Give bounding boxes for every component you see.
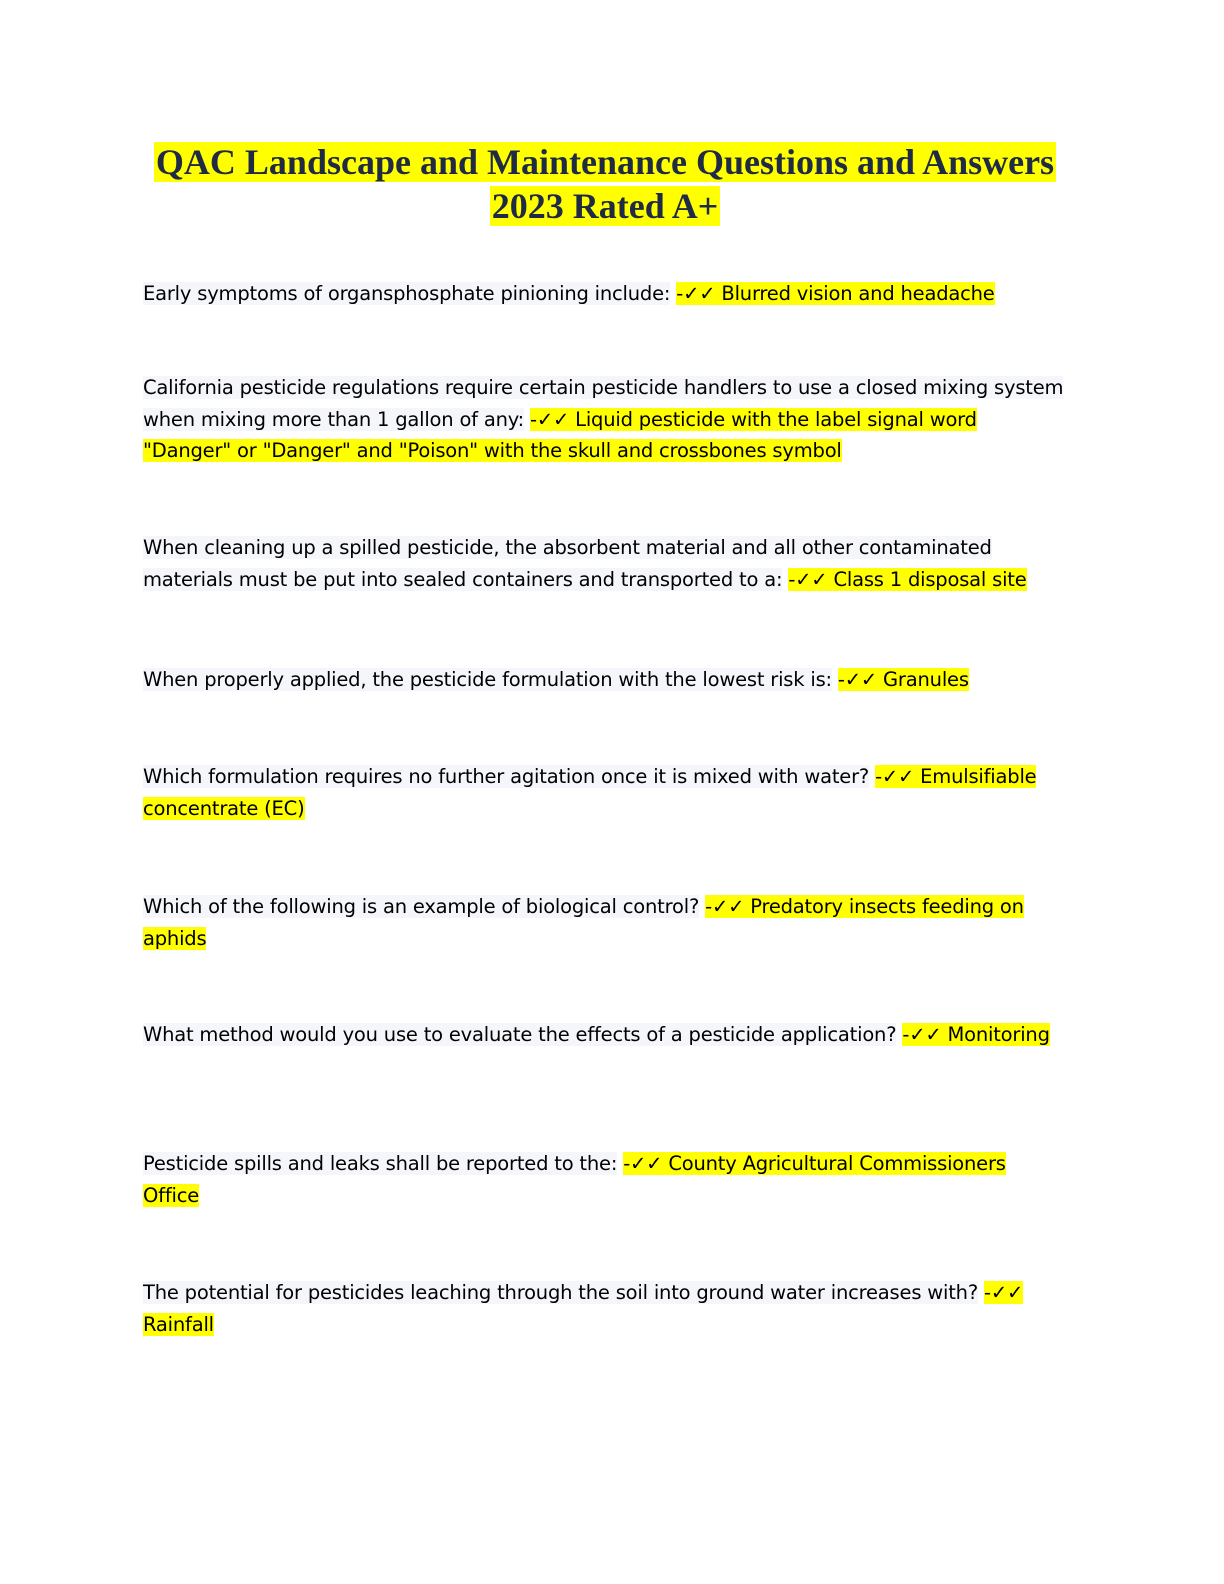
qa-item-7: [143, 1019, 1067, 1051]
qa-item-6: [143, 891, 1067, 954]
question-text: Early symptoms of organsphosphate pinioning include:: [143, 282, 671, 305]
qa-item-5: [143, 761, 1067, 824]
title-line-2: 2023 Rated A+: [491, 186, 719, 226]
question-text: Which formulation requires no further agitation once it is mixed with water?: [143, 765, 870, 788]
question-text: The potential for pesticides leaching through the soil into ground water increases with?: [143, 1281, 978, 1304]
document-title: [143, 140, 1067, 228]
qa-item-3: [143, 532, 1067, 595]
question-text: Pesticide spills and leaks shall be reported to the:: [143, 1152, 618, 1175]
qa-item-8: [143, 1148, 1067, 1211]
answer-text: -✓✓ Blurred vision and headache: [676, 282, 995, 305]
question-text: Which of the following is an example of biological control?: [143, 895, 700, 918]
answer-text: -✓✓ Predatory insects feeding on aphids: [143, 895, 1024, 950]
answer-text: -✓✓ Emulsifiable concentrate (EC): [143, 765, 1037, 820]
qa-item-9: [143, 1277, 1067, 1340]
answer-text: -✓✓ Rainfall: [143, 1281, 1024, 1336]
answer-text: -✓✓ Class 1 disposal site: [788, 567, 1027, 591]
answer-text: -✓✓ Liquid pesticide with the label signal word "Danger" or "Danger" and "Poison" with the skull and crossbones symbol: [143, 407, 977, 462]
question-text: What method would you use to evaluate the effects of a pesticide application?: [143, 1023, 897, 1046]
qa-item-4: [143, 664, 1067, 696]
answer-text: -✓✓ Granules: [837, 668, 969, 691]
title-line-1: QAC Landscape and Maintenance Questions and Answers: [155, 142, 1055, 182]
question-text: When properly applied, the pesticide formulation with the lowest risk is:: [143, 668, 832, 691]
question-text: California pesticide regulations require certain pesticide handlers to use a closed mixing system when mixing more than 1 gallon of any:: [143, 376, 1064, 431]
qa-item-2: [143, 372, 1067, 467]
answer-text: -✓✓ County Agricultural Commissioners Office: [143, 1152, 1006, 1207]
qa-item-1: [143, 278, 1067, 310]
answer-text: -✓✓ Monitoring: [902, 1023, 1050, 1046]
question-text: When cleaning up a spilled pesticide, the absorbent material and all other contaminated materials must be put into sealed containers and transported to a:: [143, 536, 992, 591]
